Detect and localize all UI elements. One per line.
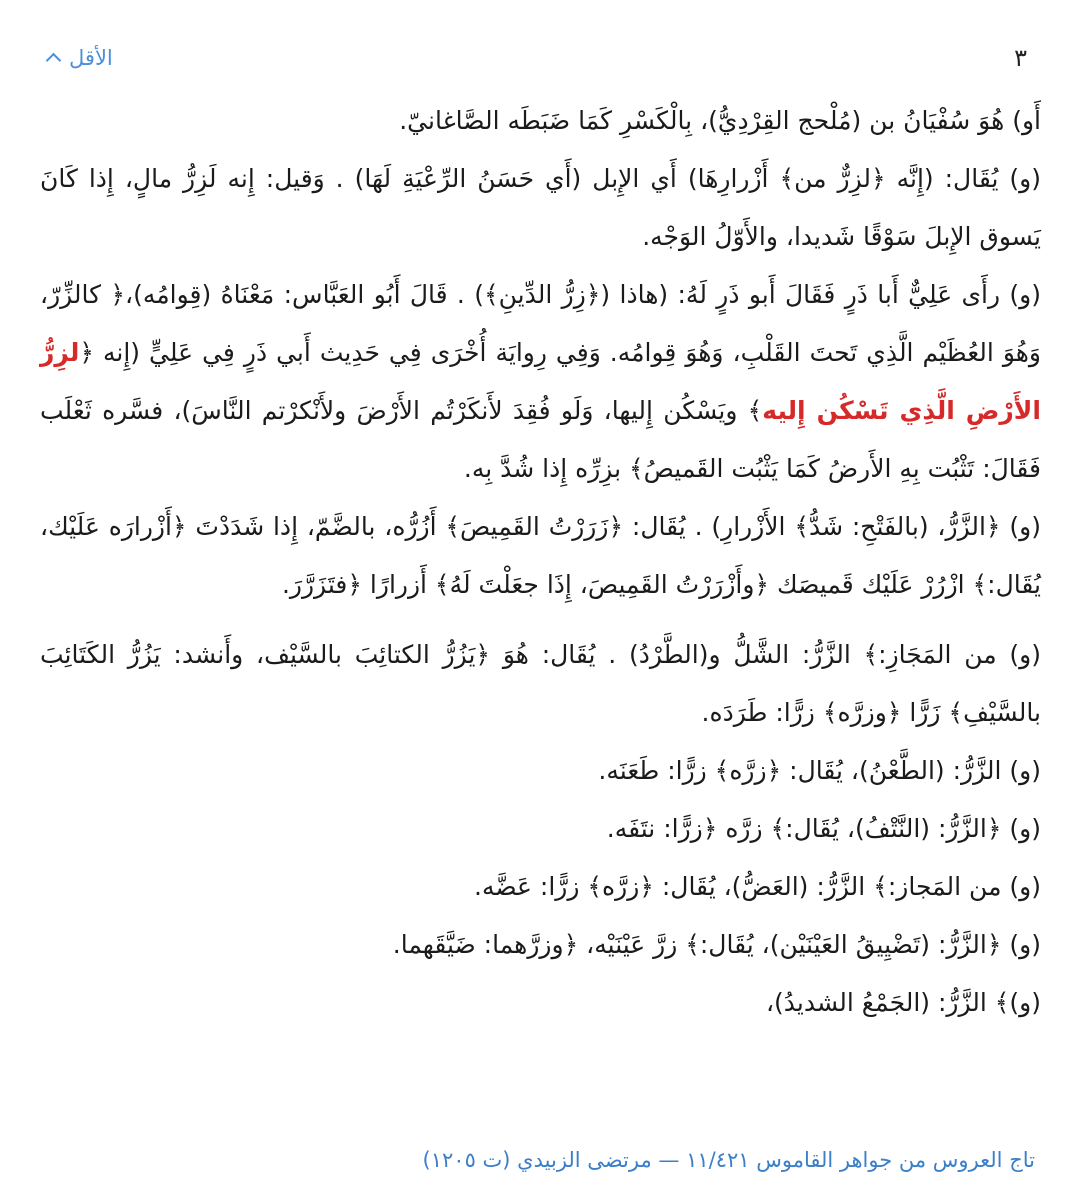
paragraph: (و) من المَجَازِ:﴾ الزَّرُّ: الشَّلُّ و(الطَّرْدُ) . يُقَال: هُوَ ﴿يَزُرُّ الكتائِبَ بالسَّيْف، وأَنشد: يَزُرُّ الكَتَائِبَ بالسَّيْفِ﴾ زَرًّا ﴿وزرَّه﴾ زرًّا: طَرَدَه.	[40, 640, 1041, 727]
paragraph: (و)﴾ الزَّرُّ: (الجَمْعُ الشديدُ)،	[765, 988, 1041, 1017]
collapse-button[interactable]	[48, 46, 113, 70]
paragraph: (و) يُقَال: (إِنَّه ﴿لزِرٌّ من﴾ أَزْرارِهَا) أَي الإِبل (أَي حَسَنُ الرِّعْيَةِ لَهَا) . وَقيل: إِنه لَزِرُّ مالٍ، إِذا كَانَ يَسوق الإِبلَ سَوْقًا شَديدا، والأَوّلُ الوَجْه.	[40, 164, 1041, 251]
paragraph: (و) من المَجاز:﴾ الزَّرُّ: (العَضُّ)، يُقَال: ﴿زرَّه﴾ زرًّا: عَضَّه.	[474, 872, 1041, 901]
paragraph: (و) ﴿الزَّرُّ: (النَّتْفُ)، يُقَال:﴾ زرَّه ﴿زرًّا: نتَفَه.	[606, 814, 1041, 843]
top-bar	[48, 38, 1027, 78]
paragraph: (و) ﴿الزَّرُّ: (تَضْيِيقُ العَيْنَيْن)، يُقَال:﴾ زرَّ عَيْنَيْه، ﴿وزرَّهما: ضَيَّقَهما.	[392, 930, 1041, 959]
paragraph: أَو) هُوَ سُفْيَانُ بن (مُلْحج القِرْدِيُّ)، بِالْكَسْرِ كَمَا ضَبَطَه الصَّاغانيّ.	[399, 106, 1041, 135]
paragraph	[40, 266, 1041, 498]
entry-text	[40, 92, 1041, 1032]
page-number: ٣	[1014, 44, 1027, 72]
paragraph-text: (و) رأَى عَلِيٌّ أَبا ذَرٍ فَقَالَ أَبو ذَرٍ لَهُ: (هاذا (﴿زِرُّ الدِّينِ﴾) . قَالَ أَبُو العَبَّاس: مَعْنَاهُ (قِوامُه)،﴿ كالزِّرّ، وَهُوَ العُظَيْم الَّذِي تَحتَ القَلْبِ، وَهُوَ قِوامُه. وَفِي رِوايَة أُخْرَى فِي حَدِيث أَبي ذَرٍ فِي عَلِيٍّ (إِنه ﴿	[40, 280, 1041, 367]
paragraph: (و) الزَّرُّ: (الطَّعْنُ)، يُقَال: ﴿زرَّه﴾ زرًّا: طَعَنَه.	[598, 756, 1041, 785]
paragraph: (و) ﴿الزَّرُّ، (بالفَتْحِ: شَدُّ﴾ الأَزْرارِ) . يُقَال: ﴿زَرَرْتُ القَمِيصَ﴾ أَزُرُّه، بالضَّمّ، إِذا شَدَدْتَ ﴿أَزْرارَه عَلَيْك، يُقَال:﴾ ازْرُرْ عَلَيْك قَميصَك ﴿وأَزْرَرْتُ القَمِيصَ، إِذَا جعَلْتَ لَهُ﴾ أَزرارًا ﴿فتَزَرَّرَ.	[40, 512, 1041, 599]
source-citation-link[interactable]: تاج العروس من جواهر القاموس ١١/٤٢١ — مرتضى الزبيدي (ت ١٢٠٥)	[422, 1148, 1035, 1172]
paragraph-text: ﴾ ويَسْكُن إِليها، وَلَو فُقِدَ لأَنكَرْتُم الأَرْضَ ولأَنْكرْتم النَّاسَ)، فسَّره ثَعْلَب فَقَالَ: تَثْبُت بِهِ الأَرضُ كَمَا يَثْبُت القَميصُ﴾ بزِرِّه إِذا شُدَّ بِه.	[40, 396, 1041, 483]
chevron-up-icon	[46, 53, 62, 69]
collapse-label: الأقل	[69, 46, 113, 70]
highlighted-phrase: لزِرُّ الأَرْضِ الَّذِي تَسْكُن إِليه	[40, 338, 1041, 425]
